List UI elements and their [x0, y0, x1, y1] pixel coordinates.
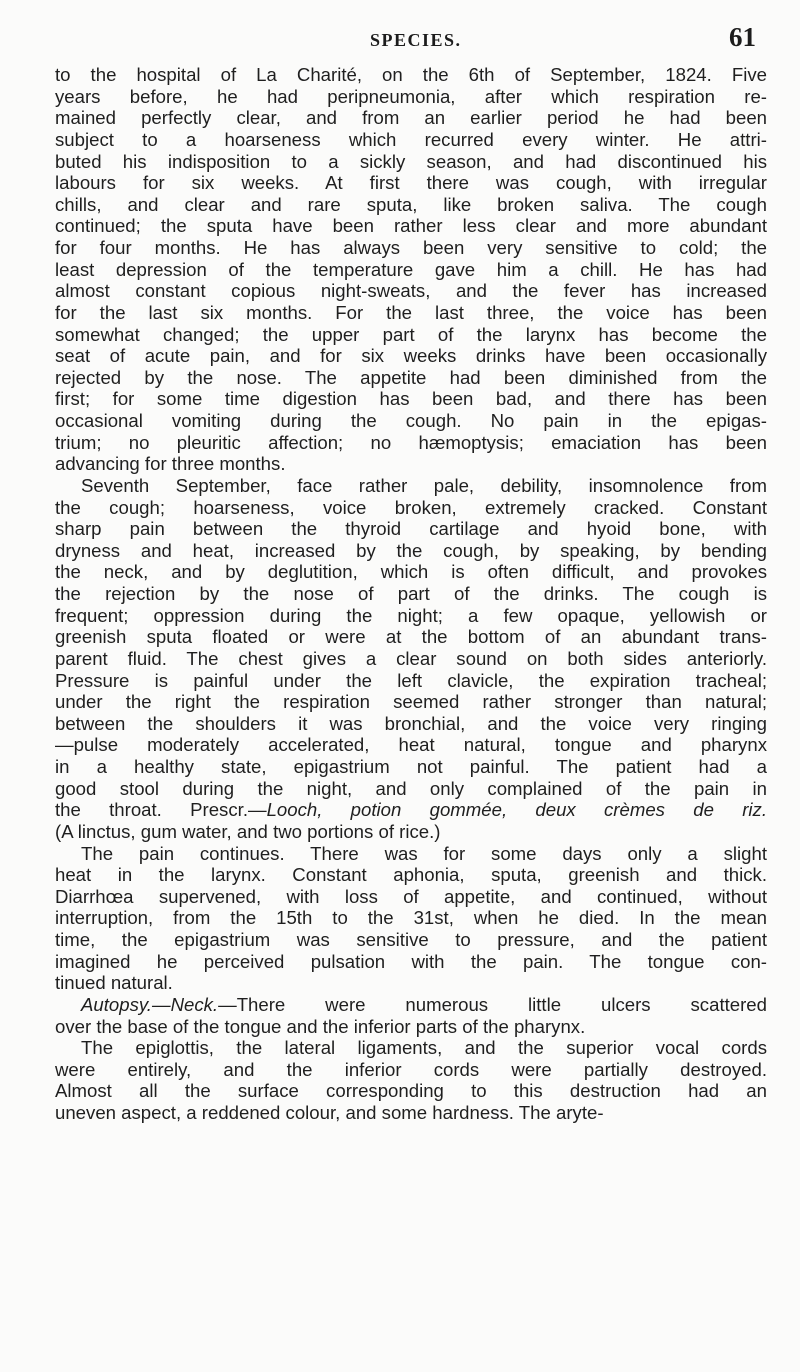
line-text: The pain continues. There was for some days only a slight: [81, 842, 767, 864]
line-text: advancing for three months.: [55, 453, 286, 475]
italic-heading: Autopsy.—Neck.: [81, 993, 219, 1015]
running-title: SPECIES.: [370, 30, 462, 50]
text-line: [55, 410, 767, 432]
line-text: greenish sputa floated or were at the bottom of an abundant trans-: [55, 626, 767, 648]
text-line: [55, 670, 767, 692]
line-text: Almost all the surface corresponding to this destruction had an: [55, 1080, 767, 1102]
line-text: parent fluid. The chest gives a clear sound on both sides anteriorly.: [55, 647, 767, 669]
text-line: [55, 799, 767, 821]
text-line: [55, 86, 767, 108]
text-line: [55, 324, 767, 346]
text-line: [55, 1037, 767, 1059]
line-text: Seventh September, face rather pale, debility, insomnolence from: [81, 474, 767, 496]
text-line: [55, 648, 767, 670]
line-text: —There were numerous little ulcers scattered: [218, 993, 767, 1015]
text-line: [55, 215, 767, 237]
text-line: [55, 778, 767, 800]
line-text: time, the epigastrium was sensitive to pressure, and the patient: [55, 929, 767, 950]
line-text: uneven aspect, a reddened colour, and some hardness. The aryte-: [55, 1102, 604, 1123]
line-text: in a healthy state, epigastrium not painful. The patient had a: [55, 756, 767, 777]
line-text: were entirely, and the inferior cords were partially destroyed.: [55, 1058, 767, 1080]
line-text: good stool during the night, and only complained of the pain in: [55, 777, 767, 799]
line-text: mained perfectly clear, and from an earlier period he had been: [55, 107, 767, 129]
text-line: [55, 907, 767, 929]
line-text: Pressure is painful under the left clavicle, the expiration tracheal;: [55, 669, 767, 691]
text-line: [55, 561, 767, 583]
line-text: —pulse moderately accelerated, heat natural, tongue and pharynx: [55, 734, 767, 756]
line-text: the neck, and by deglutition, which is often difficult, and provokes: [55, 561, 767, 583]
text-line: [55, 259, 767, 281]
line-text: subject to a hoarseness which recurred every winter. He attri-: [55, 128, 767, 150]
italic-prescription: Looch, potion gommée, deux crèmes de riz.: [266, 799, 767, 821]
text-line: [55, 864, 767, 886]
page-number: 61: [729, 22, 756, 52]
line-text: to the hospital of La Charité, on the 6th of September, 1824. Five: [55, 64, 767, 85]
text-line: [55, 302, 767, 324]
line-text: The epiglottis, the lateral ligaments, and the superior vocal cords: [81, 1037, 767, 1059]
text-line: [55, 994, 767, 1016]
line-text: tinued natural.: [55, 972, 173, 994]
line-text: the cough; hoarseness, voice broken, extremely cracked. Constant: [55, 496, 767, 518]
text-line: [55, 237, 767, 259]
line-text: imagined he perceived pulsation with the pain. The tongue con-: [55, 950, 767, 972]
body-text: [55, 64, 767, 1124]
text-line: [55, 432, 767, 454]
text-line: [55, 388, 767, 410]
line-text: under the right the respiration seemed rather stronger than natural;: [55, 691, 767, 713]
line-text: frequent; oppression during the night; a few opaque, yellowish or: [55, 604, 767, 626]
line-text: chills, and clear and rare sputa, like broken saliva. The cough: [55, 193, 767, 215]
text-line: [55, 843, 767, 865]
text-line: [55, 605, 767, 627]
line-text: Diarrhœa supervened, with loss of appetite, and continued, without: [55, 885, 767, 907]
line-text: for four months. He has always been very sensitive to cold; the: [55, 237, 767, 258]
line-text: over the base of the tongue and the inferior parts of the pharynx.: [55, 1015, 586, 1037]
line-text: heat in the larynx. Constant aphonia, sputa, greenish and thick.: [55, 864, 767, 886]
text-line: [55, 497, 767, 519]
text-line: [55, 345, 767, 367]
line-text: sharp pain between the thyroid cartilage and hyoid bone, with: [55, 518, 767, 540]
text-line: [55, 734, 767, 756]
text-line: [55, 886, 767, 908]
text-line: [55, 280, 767, 302]
text-line: [55, 756, 767, 778]
text-line: [55, 194, 767, 216]
line-text: trium; no pleuritic affection; no hæmoptysis; emaciation has been: [55, 431, 767, 453]
line-text: the throat. Prescr.—: [55, 799, 267, 821]
line-text: (A linctus, gum water, and two portions of rice.): [55, 820, 441, 842]
text-line: [55, 453, 767, 475]
text-line: [55, 713, 767, 735]
text-line: [55, 1016, 767, 1038]
text-line: [55, 151, 767, 173]
line-text: occasional vomiting during the cough. No pain in the epigas-: [55, 410, 767, 431]
line-text: years before, he had peripneumonia, after which respiration re-: [55, 85, 767, 107]
line-text: labours for six weeks. At first there was cough, with irregular: [55, 172, 767, 194]
text-line: [55, 129, 767, 151]
text-line: [55, 821, 767, 843]
line-text: seat of acute pain, and for six weeks drinks have been occasionally: [55, 345, 767, 367]
text-line: [55, 367, 767, 389]
line-text: first; for some time digestion has been bad, and there has been: [55, 388, 767, 410]
text-line: [55, 626, 767, 648]
line-text: buted his indisposition to a sickly season, and had discontinued his: [55, 150, 767, 172]
line-text: for the last six months. For the last three, the voice has been: [55, 301, 767, 323]
text-line: [55, 1080, 767, 1102]
line-text: between the shoulders it was bronchial, and the voice very ringing: [55, 712, 767, 734]
text-line: [55, 1102, 767, 1124]
line-text: rejected by the nose. The appetite had been diminished from the: [55, 366, 767, 388]
line-text: the rejection by the nose of part of the drinks. The cough is: [55, 583, 767, 604]
line-text: somewhat changed; the upper part of the larynx has become the: [55, 323, 767, 345]
text-line: [55, 951, 767, 973]
text-line: [55, 1059, 767, 1081]
line-text: continued; the sputa have been rather less clear and more abundant: [55, 215, 767, 237]
text-line: [55, 691, 767, 713]
text-line: [55, 64, 767, 86]
line-text: least depression of the temperature gave him a chill. He has had: [55, 258, 767, 280]
text-line: [55, 172, 767, 194]
text-line: [55, 518, 767, 540]
text-line: [55, 475, 767, 497]
line-text: dryness and heat, increased by the cough, by speaking, by bending: [55, 539, 767, 561]
text-line: [55, 929, 767, 951]
text-line: [55, 540, 767, 562]
line-text: almost constant copious night-sweats, and the fever has increased: [55, 280, 767, 302]
text-line: [55, 107, 767, 129]
line-text: interruption, from the 15th to the 31st, when he died. In the mean: [55, 907, 767, 929]
running-head: [0, 0, 800, 60]
text-line: [55, 972, 767, 994]
text-line: [55, 583, 767, 605]
